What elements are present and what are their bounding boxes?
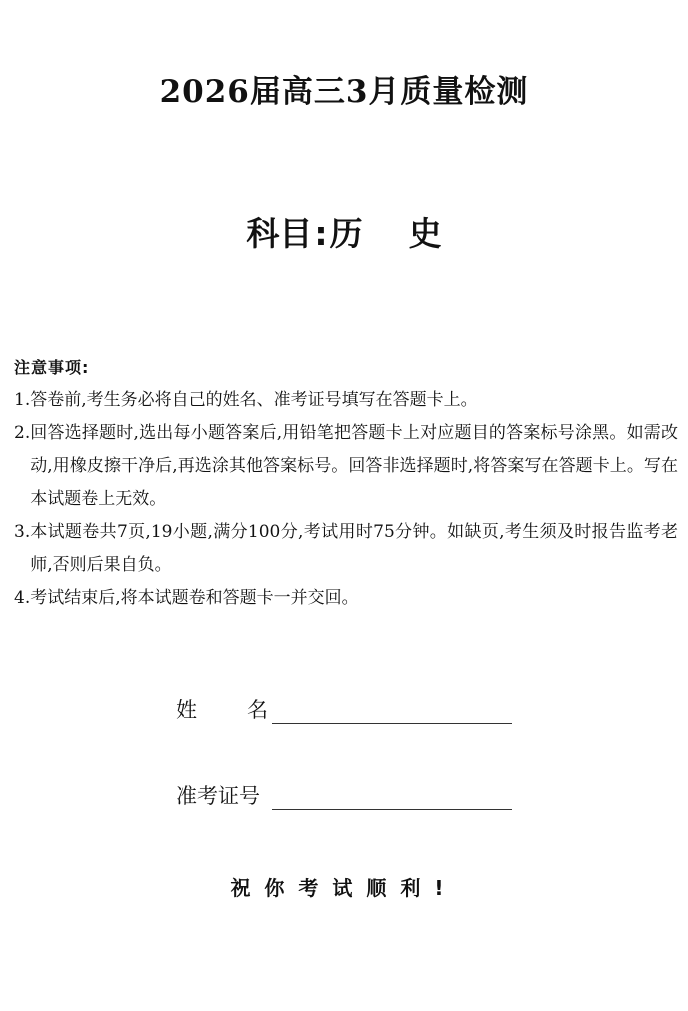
- subject-name-second: 史: [408, 214, 442, 253]
- note-text: 回答选择题时,选出每小题答案后,用铅笔把答题卡上对应题目的答案标号涂黑。如需改动,用橡皮擦干净后,再选涂其他答案标号。回答非选择题时,将答案写在答题卡上。写在本试题卷上无效。: [30, 423, 678, 509]
- exam-id-field-line[interactable]: [272, 781, 512, 810]
- subject-line: [0, 208, 688, 255]
- note-text: 答卷前,考生务必将自己的姓名、准考证号填写在答题卡上。: [30, 390, 478, 410]
- note-item: [14, 417, 678, 516]
- name-field-line[interactable]: [272, 695, 512, 724]
- good-luck-message: 祝你考试顺利!: [230, 876, 458, 900]
- notes-header: 注意事项:: [14, 358, 90, 377]
- subject-separator: :: [314, 214, 328, 253]
- note-text: 考试结束后,将本试题卷和答题卡一并交回。: [30, 588, 359, 608]
- subject-name-first: 历: [329, 214, 363, 253]
- exam-title: 2026届高三3月质量检测: [159, 74, 529, 110]
- note-number: 4.: [14, 588, 31, 608]
- exam-id-field-row: [176, 780, 512, 810]
- notes-section: [14, 356, 678, 615]
- subject-label: 科目: [246, 214, 313, 253]
- note-item: [14, 516, 678, 582]
- name-field-row: [176, 694, 512, 724]
- note-item: [14, 384, 678, 417]
- exam-id-field-label: 准考证号: [176, 784, 260, 808]
- note-item: [14, 582, 678, 615]
- note-number: 3.: [14, 522, 31, 542]
- note-text: 本试题卷共7页,19小题,满分100分,考试用时75分钟。如缺页,考生须及时报告监考老师,否则后果自负。: [30, 522, 678, 575]
- name-field-label: 姓名: [176, 698, 318, 722]
- note-number: 1.: [14, 390, 31, 410]
- note-number: 2.: [14, 423, 31, 443]
